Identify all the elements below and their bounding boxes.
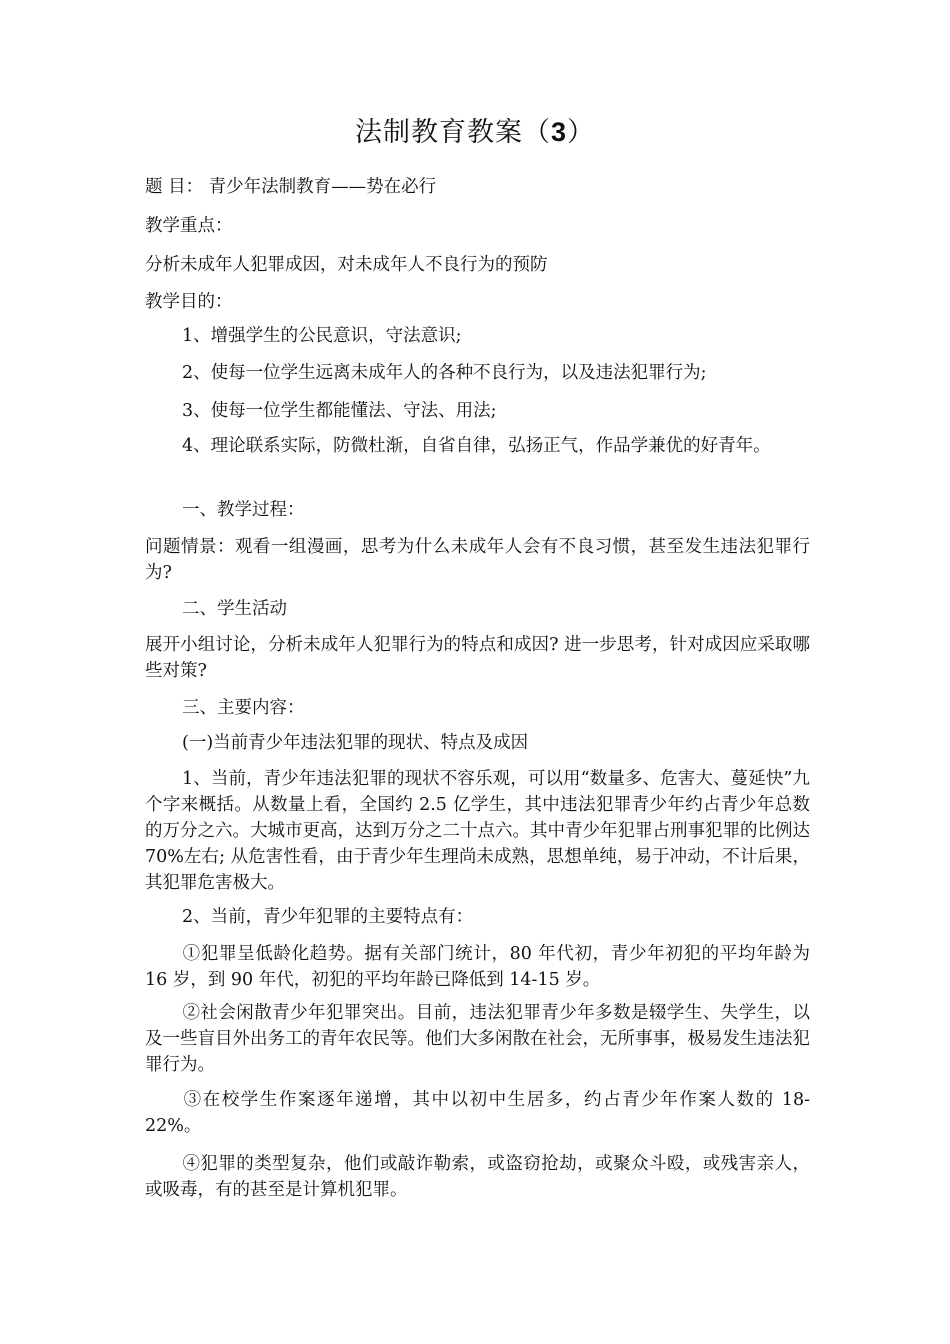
objective-4: 4、理论联系实际，防微杜渐，自省自律，弘扬正气，作品学兼优的好青年。 <box>182 436 771 456</box>
feature-3: ③在校学生作案逐年递增，其中以初中生居多，约占青少年作案人数的 18-22%。 <box>145 1090 810 1136</box>
section-1-heading: 一、教学过程： <box>182 500 305 520</box>
current-situation-paragraph: 1、当前，青少年违法犯罪的现状不容乐观，可以用“数量多、危害大、蔓延快”九个字来概括。从数量上看，全国约 2.5 亿学生，其中违法犯罪青少年约占青少年总数的万分之六。大城市更高，达到万分之二十点六。其中青少年犯罪占刑事犯罪的比例达 70%左右; 从危害性看，由于青少年生理尚未成熟，思想单纯，易于冲动，不计后果，其犯罪危害极大。 <box>145 769 810 893</box>
feature-1: ①犯罪呈低龄化趋势。据有关部门统计，80 年代初，青少年初犯的平均年龄为 16 岁，到 90 年代，初犯的平均年龄已降低到 14-15 岁。 <box>145 944 810 990</box>
objective-2: 2、使每一位学生远离未成年人的各种不良行为，以及违法犯罪行为; <box>182 363 707 383</box>
title-close: ） <box>567 117 596 148</box>
feature-4: ④犯罪的类型复杂，他们或敲诈勒索，或盗窃抢劫，或聚众斗殴，或残害亲人，或吸毒，有的甚至是计算机犯罪。 <box>145 1154 810 1200</box>
group-discussion: 展开小组讨论，分析未成年人犯罪行为的特点和成因? 进一步思考，针对成因应采取哪些对策? <box>145 635 810 681</box>
focus-heading: 教学重点： <box>145 216 233 236</box>
focus-text: 分析未成年人犯罪成因，对未成年人不良行为的预防 <box>145 255 548 275</box>
title-number: 3 <box>550 117 568 147</box>
topic-line: 题 目： 青少年法制教育——势在必行 <box>145 177 437 197</box>
features-heading: 2、当前，青少年犯罪的主要特点有： <box>182 907 474 927</box>
problem-scenario: 问题情景：观看一组漫画，思考为什么未成年人会有不良习惯，甚至发生违法犯罪行为? <box>145 537 810 583</box>
objective-1: 1、增强学生的公民意识，守法意识; <box>182 326 462 346</box>
section-3-heading: 三、主要内容： <box>182 698 305 718</box>
document-title <box>0 112 950 153</box>
section-2-heading: 二、学生活动 <box>182 599 287 619</box>
objectives-heading: 教学目的： <box>145 292 233 312</box>
objective-3: 3、使每一位学生都能懂法、守法、用法; <box>182 401 497 421</box>
subsection-1-heading: (一)当前青少年违法犯罪的现状、特点及成因 <box>182 733 529 753</box>
title-text: 法制教育教案（ <box>354 117 551 148</box>
feature-2: ②社会闲散青少年犯罪突出。目前，违法犯罪青少年多数是辍学生、失学生，以及一些盲目外出务工的青年农民等。他们大多闲散在社会，无所事事，极易发生违法犯罪行为。 <box>145 1003 810 1075</box>
